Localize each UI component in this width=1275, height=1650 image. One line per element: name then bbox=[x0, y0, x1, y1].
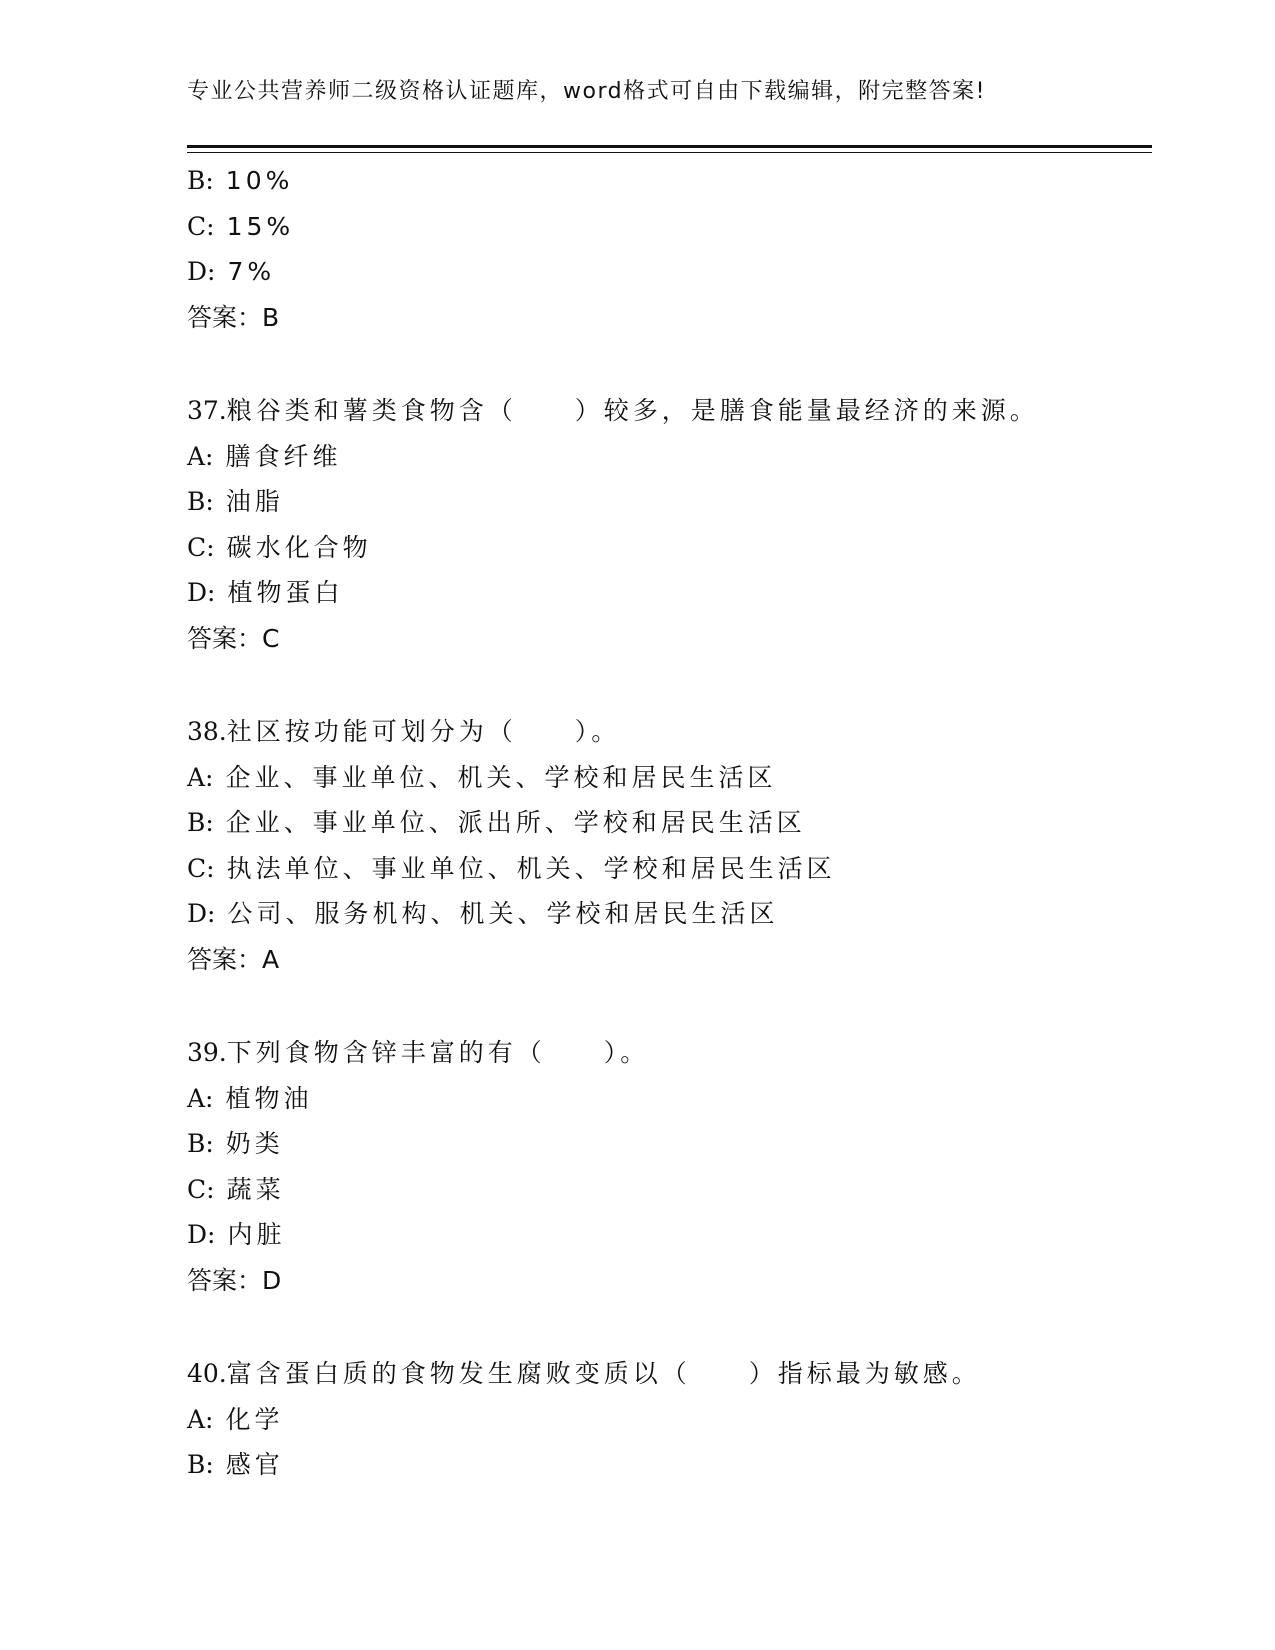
page-header: 专业公共营养师二级资格认证题库，word格式可自由下载编辑，附完整答案! bbox=[187, 79, 986, 104]
question-number: 40. bbox=[187, 1359, 227, 1388]
question-37 bbox=[187, 388, 1147, 661]
option-letter: A: bbox=[187, 441, 214, 471]
question-text: 富含蛋白质的食物发生腐败变质以（ ）指标最为敏感。 bbox=[226, 1359, 981, 1388]
option-d bbox=[187, 891, 1147, 937]
question-text: 粮谷类和薯类食物含（ ）较多，是膳食能量最经济的来源。 bbox=[226, 396, 1039, 425]
option-letter: B: bbox=[187, 1129, 214, 1158]
question-stem bbox=[187, 388, 1147, 434]
answer-value: B bbox=[262, 302, 280, 332]
answer-label: 答案： bbox=[187, 944, 263, 974]
option-a bbox=[187, 1076, 1147, 1122]
option-text: 蔬菜 bbox=[226, 1174, 285, 1204]
spacer bbox=[187, 982, 1147, 1030]
option-letter: B: bbox=[187, 166, 214, 195]
option-letter: B: bbox=[187, 487, 214, 516]
option-letter: B: bbox=[187, 1450, 214, 1479]
spacer bbox=[187, 661, 1147, 709]
option-text: 企业、事业单位、机关、学校和居民生活区 bbox=[225, 762, 777, 792]
option-text: 奶类 bbox=[225, 1129, 284, 1158]
option-b bbox=[187, 1442, 1147, 1488]
question-stem bbox=[187, 1030, 1147, 1076]
answer-line bbox=[187, 616, 1147, 662]
option-letter: D: bbox=[187, 578, 216, 607]
option-letter: C: bbox=[187, 211, 215, 241]
answer-line bbox=[187, 295, 1147, 341]
option-letter: D: bbox=[187, 899, 216, 928]
option-text: 油脂 bbox=[225, 487, 284, 516]
document-body bbox=[187, 158, 1147, 1488]
option-letter: C: bbox=[187, 1174, 215, 1204]
header-divider bbox=[187, 145, 1152, 153]
option-text: 膳食纤维 bbox=[225, 441, 342, 471]
question-number: 38. bbox=[187, 717, 227, 746]
option-c bbox=[187, 525, 1147, 571]
option-d bbox=[187, 570, 1147, 616]
spacer bbox=[187, 340, 1147, 388]
option-c bbox=[187, 1167, 1147, 1213]
option-a bbox=[187, 434, 1147, 480]
answer-line bbox=[187, 937, 1147, 983]
question-38 bbox=[187, 709, 1147, 982]
option-text: 碳水化合物 bbox=[226, 532, 372, 562]
option-d bbox=[187, 1212, 1147, 1258]
answer-value: D bbox=[262, 1265, 282, 1295]
option-a bbox=[187, 755, 1147, 801]
option-letter: D: bbox=[187, 257, 216, 286]
option-letter: D: bbox=[187, 1220, 216, 1249]
option-text: 公司、服务机构、机关、学校和居民生活区 bbox=[227, 899, 779, 928]
answer-value: C bbox=[262, 623, 280, 653]
option-text: 10% bbox=[225, 166, 294, 195]
question-text: 社区按功能可划分为（ ）。 bbox=[226, 717, 621, 746]
option-b bbox=[187, 158, 1147, 204]
question-number: 39. bbox=[187, 1038, 227, 1067]
option-d bbox=[187, 249, 1147, 295]
option-b bbox=[187, 479, 1147, 525]
option-text: 内脏 bbox=[227, 1220, 286, 1249]
answer-label: 答案： bbox=[187, 1265, 263, 1295]
option-letter: A: bbox=[187, 1083, 214, 1113]
option-text: 7% bbox=[227, 257, 276, 286]
spacer bbox=[187, 1303, 1147, 1351]
question-text: 下列食物含锌丰富的有（ ）。 bbox=[226, 1038, 650, 1067]
option-c bbox=[187, 204, 1147, 250]
option-text: 15% bbox=[226, 211, 295, 241]
option-c bbox=[187, 846, 1147, 892]
answer-line bbox=[187, 1258, 1147, 1304]
question-stem bbox=[187, 1351, 1147, 1397]
option-text: 植物油 bbox=[225, 1083, 313, 1113]
option-text: 植物蛋白 bbox=[227, 578, 344, 607]
option-b bbox=[187, 800, 1147, 846]
option-text: 化学 bbox=[225, 1404, 284, 1434]
option-letter: B: bbox=[187, 808, 214, 837]
option-letter: C: bbox=[187, 532, 215, 562]
question-39 bbox=[187, 1030, 1147, 1303]
answer-label: 答案： bbox=[187, 302, 263, 332]
question-number: 37. bbox=[187, 396, 227, 425]
option-text: 执法单位、事业单位、机关、学校和居民生活区 bbox=[226, 853, 836, 883]
option-letter: A: bbox=[187, 1404, 214, 1434]
answer-value: A bbox=[262, 944, 280, 974]
question-36-continuation bbox=[187, 158, 1147, 340]
question-stem bbox=[187, 709, 1147, 755]
option-a bbox=[187, 1397, 1147, 1443]
option-text: 感官 bbox=[225, 1450, 284, 1479]
answer-label: 答案： bbox=[187, 623, 263, 653]
option-letter: C: bbox=[187, 853, 215, 883]
option-letter: A: bbox=[187, 762, 214, 792]
question-40 bbox=[187, 1351, 1147, 1488]
option-b bbox=[187, 1121, 1147, 1167]
option-text: 企业、事业单位、派出所、学校和居民生活区 bbox=[225, 808, 806, 837]
